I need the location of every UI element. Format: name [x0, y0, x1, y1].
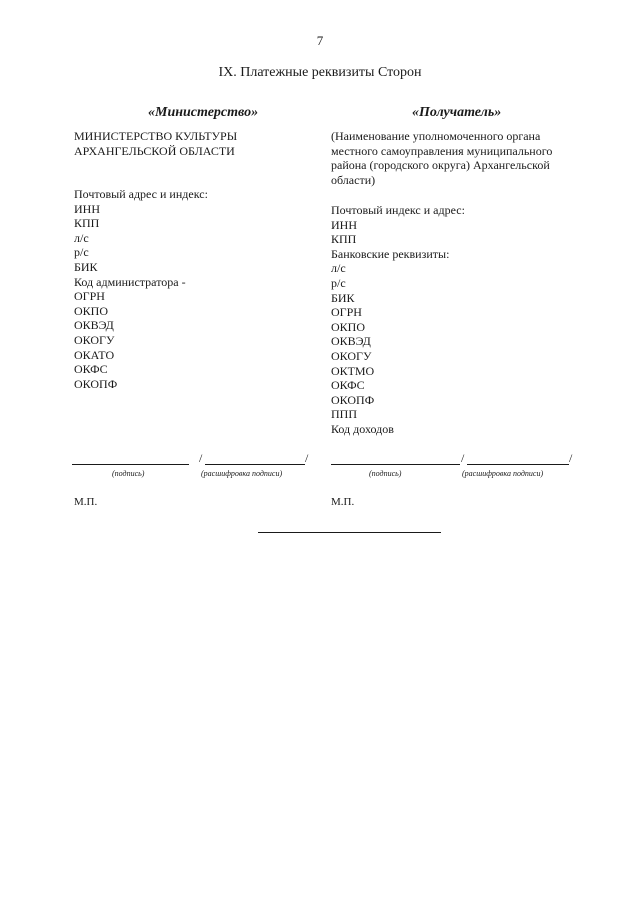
right-slash-open: /: [461, 451, 465, 465]
section-title: IX. Платежные реквизиты Сторон: [218, 65, 422, 80]
requisite-bik: БИК: [331, 290, 355, 305]
right-signature-line: [331, 464, 460, 465]
requisite-okved: ОКВЭД: [331, 334, 371, 349]
requisite-okopf: ОКОПФ: [331, 392, 375, 407]
requisite-rs: р/с: [74, 245, 89, 260]
right-decode-caption: (расшифровка подписи): [462, 469, 544, 478]
requisite-kpp: КПП: [74, 216, 100, 231]
requisite-ogrn: ОГРН: [331, 305, 362, 320]
right-signature-caption: (подпись): [369, 469, 402, 478]
requisite-ppp: ППП: [331, 407, 357, 422]
requisite-rs: р/с: [331, 275, 346, 290]
left-party-heading: «Министерство»: [148, 105, 259, 120]
left-party-name: [74, 129, 237, 158]
requisite-admin-code: Код администратора -: [74, 274, 186, 289]
requisite-okogu: ОКОГУ: [331, 348, 372, 363]
left-decode-line: [205, 464, 305, 465]
requisite-okfs: ОКФС: [331, 378, 365, 393]
requisite-okpo: ОКПО: [74, 303, 109, 318]
requisite-okogu: ОКОГУ: [74, 332, 115, 347]
right-slash-close: /: [569, 451, 573, 465]
requisite-postal: Почтовый индекс и адрес:: [331, 203, 465, 217]
right-requisites-list: [331, 203, 465, 437]
left-slash-close: /: [305, 451, 309, 465]
requisite-okpo: ОКПО: [331, 319, 366, 334]
page-number: 7: [316, 33, 324, 48]
name-line: МИНИСТЕРСТВО КУЛЬТУРЫ: [74, 129, 238, 143]
requisite-ls: л/с: [74, 230, 89, 245]
requisite-ls: л/с: [331, 261, 346, 276]
requisite-okfs: ОКФС: [74, 362, 108, 377]
name-line: (Наименование уполномоченного органа: [331, 129, 541, 143]
left-stamp-label: М.П.: [74, 496, 98, 508]
name-line: области): [331, 172, 376, 187]
left-slash-open: /: [199, 451, 203, 465]
requisite-okopf: ОКОПФ: [74, 376, 118, 391]
right-party-name: [331, 129, 552, 187]
requisite-kpp: КПП: [331, 232, 357, 247]
requisite-oktmo: ОКТМО: [331, 363, 375, 378]
left-requisites-list: [74, 187, 208, 391]
name-line: района (городского округа) Архангельской: [331, 158, 550, 173]
left-decode-caption: (расшифровка подписи): [201, 469, 283, 478]
name-line: местного самоуправления муниципального: [331, 143, 553, 158]
left-signature-line: [72, 464, 189, 465]
requisite-postal: Почтовый адрес и индекс:: [74, 187, 208, 201]
requisite-inn: ИНН: [331, 217, 357, 232]
requisite-bank: Банковские реквизиты:: [331, 246, 450, 261]
right-stamp-label: М.П.: [331, 496, 355, 508]
requisite-bik: БИК: [74, 259, 98, 274]
right-decode-line: [467, 464, 569, 465]
right-party-heading: «Получатель»: [412, 105, 502, 120]
requisite-ogrn: ОГРН: [74, 289, 105, 304]
requisite-okato: ОКАТО: [74, 347, 115, 362]
left-signature-caption: (подпись): [112, 469, 145, 478]
requisite-income-code: Код доходов: [331, 421, 394, 436]
requisite-okved: ОКВЭД: [74, 318, 114, 333]
end-separator-line: [258, 532, 441, 533]
name-line: АРХАНГЕЛЬСКОЙ ОБЛАСТИ: [74, 143, 235, 158]
requisite-inn: ИНН: [74, 201, 100, 216]
